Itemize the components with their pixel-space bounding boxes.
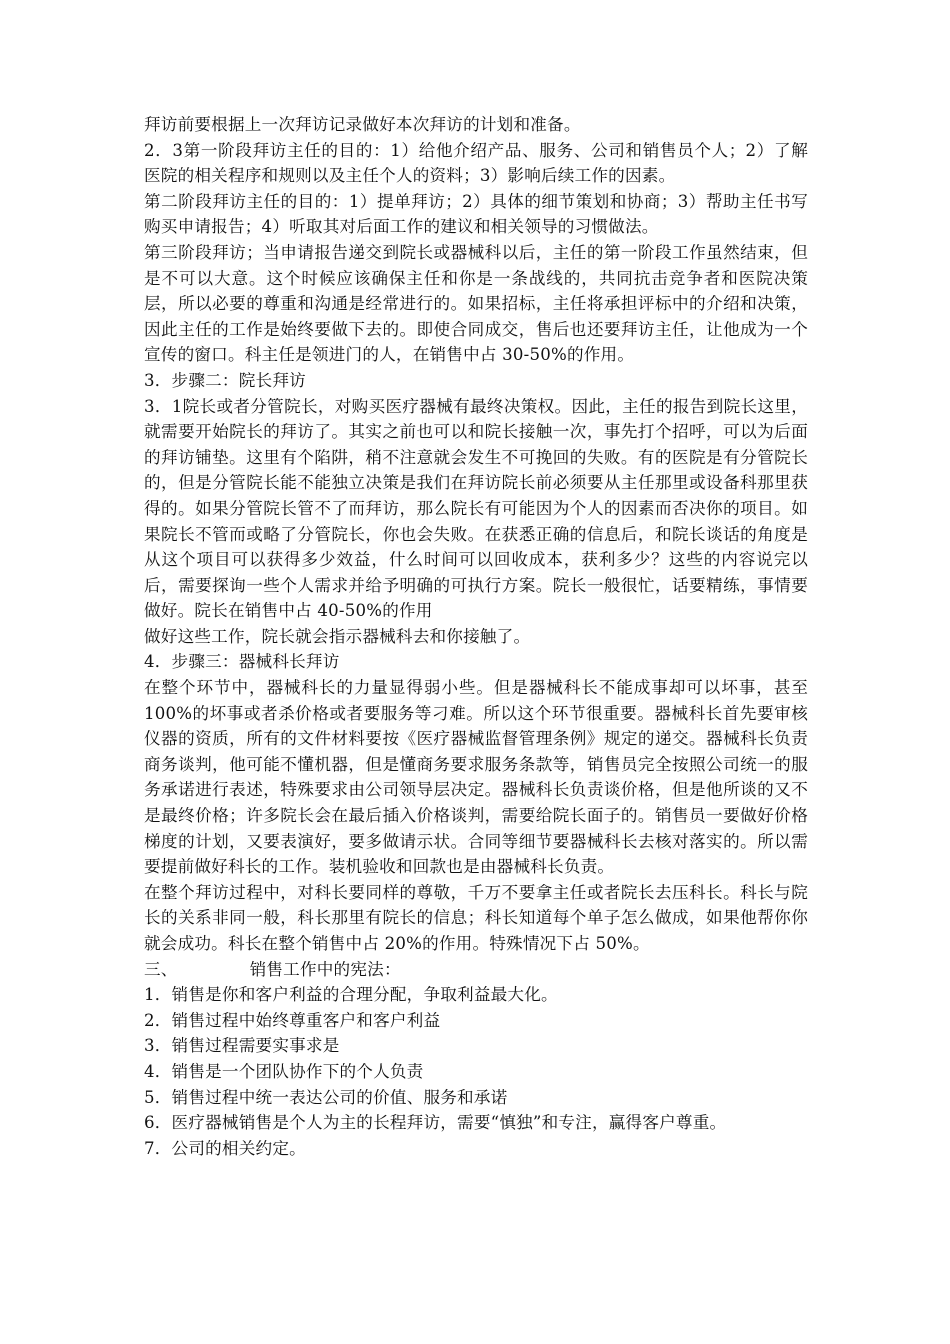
section-heading-number: 三、 [144,959,178,979]
list-item: 6．医疗器械销售是个人为主的长程拜访，需要“慎独”和专注，赢得客户尊重。 [144,1113,727,1133]
paragraph-third-stage-visit: 第三阶段拜访；当申请报告递交到院长或器械科以后，主任的第一阶段工作虽然结束，但是不可以大意。这个时候应该确保主任和你是一条战线的，共同抗击竞争者和医院决策层，所以必要的尊重和沟通是经常进行的。如果招标，主任将承担评标中的介绍和决策，因此主任的工作是始终要做下去的。即使合同成交，售后也还要拜访主任，让他成为一个宣传的窗口。科主任是领进门的人，在销售中占 30-50%的作用。 [144,242,808,365]
list-item: 2．销售过程中始终尊重客户和客户利益 [144,1010,441,1030]
paragraph-first-stage-purpose: 2．3第一阶段拜访主任的目的：1）给他介绍产品、服务、公司和销售员个人；2）了解医院的相关程序和规则以及主任个人的资料；3）影响后续工作的因素。 [144,140,808,186]
heading-step-three-equipment-chief: 4．步骤三：器械科长拜访 [144,652,340,672]
paragraph-dean-instruction: 做好这些工作，院长就会指示器械科去和你接触了。 [144,626,531,646]
paragraph-second-stage-purpose: 第二阶段拜访主任的目的：1）提单拜访；2）具体的细节策划和协商；3）帮助主任书写购买申请报告；4）听取其对后面工作的建议和相关领导的习惯做法。 [144,191,808,237]
list-item: 1．销售是你和客户利益的合理分配，争取利益最大化。 [144,985,558,1005]
paragraph-respect-chief: 在整个拜访过程中，对科长要同样的尊敬，千万不要拿主任或者院长去压科长。科长与院长的关系非同一般，科长那里有院长的信息；科长知道每个单子怎么做成，如果他帮你你就会成功。科长在整个销售中占 20%的作用。特殊情况下占 50%。 [144,882,808,953]
paragraph-dean-visit: 3．1院长或者分管院长，对购买医疗器械有最终决策权。因此，主任的报告到院长这里，就需要开始院长的拜访了。其实之前也可以和院长接触一次，事先打个招呼，可以为后面的拜访铺垫。这里有个陷阱，稍不注意就会发生不可挽回的失败。有的医院是有分管院长的，但是分管院长能不能独立决策是我们在拜访院长前必须要从主任那里或设备科那里获得的。如果分管院长管不了而拜访，那么院长有可能因为个人的因素而否决你的项目。如果院长不管而或略了分管院长，你也会失败。在获悉正确的信息后，和院长谈话的角度是从这个项目可以获得多少效益，什么时间可以回收成本，获利多少？这些的内容说完以后，需要探询一些个人需求并给予明确的可执行方案。院长一般很忙，话要精练，事情要做好。院长在销售中占 40-50%的作用 [144,396,808,621]
list-item: 3．销售过程需要实事求是 [144,1036,340,1056]
paragraph-visit-preparation: 拜访前要根据上一次拜访记录做好本次拜访的计划和准备。 [144,115,581,134]
list-item: 4．销售是一个团队协作下的个人负责 [144,1061,424,1081]
paragraph-equipment-chief-role: 在整个环节中，器械科长的力量显得弱小些。但是器械科长不能成事却可以坏事，甚至 100%的坏事或者杀价格或者要服务等刁难。所以这个环节很重要。器械科长首先要审核仪器的资质，所有的文件材料要按《医疗器械监督管理条例》规定的递交。器械科长负责商务谈判，他可能不懂机器，但是懂商务要求服务条款等，销售员完全按照公司统一的服务承诺进行表述，特殊要求由公司领导层决定。器械科长负责谈价格，但是他所谈的又不是最终价格；许多院长会在最后插入价格谈判，需要给院长面子的。销售员一要做好价格梯度的计划，又要表演好，要多做请示状。合同等细节要器械科长去核对落实的。所以需要提前做好科长的工作。装机验收和回款也是由器械科长负责。 [144,678,808,877]
list-item: 5．销售过程中统一表达公司的价值、服务和承诺 [144,1087,508,1107]
list-item: 7．公司的相关约定。 [144,1138,306,1158]
document-page [144,112,808,1161]
section-heading-sales-constitution [144,957,808,983]
section-heading-title: 销售工作中的宪法： [249,959,401,979]
heading-step-two-dean-visit: 3．步骤二：院长拜访 [144,370,306,390]
